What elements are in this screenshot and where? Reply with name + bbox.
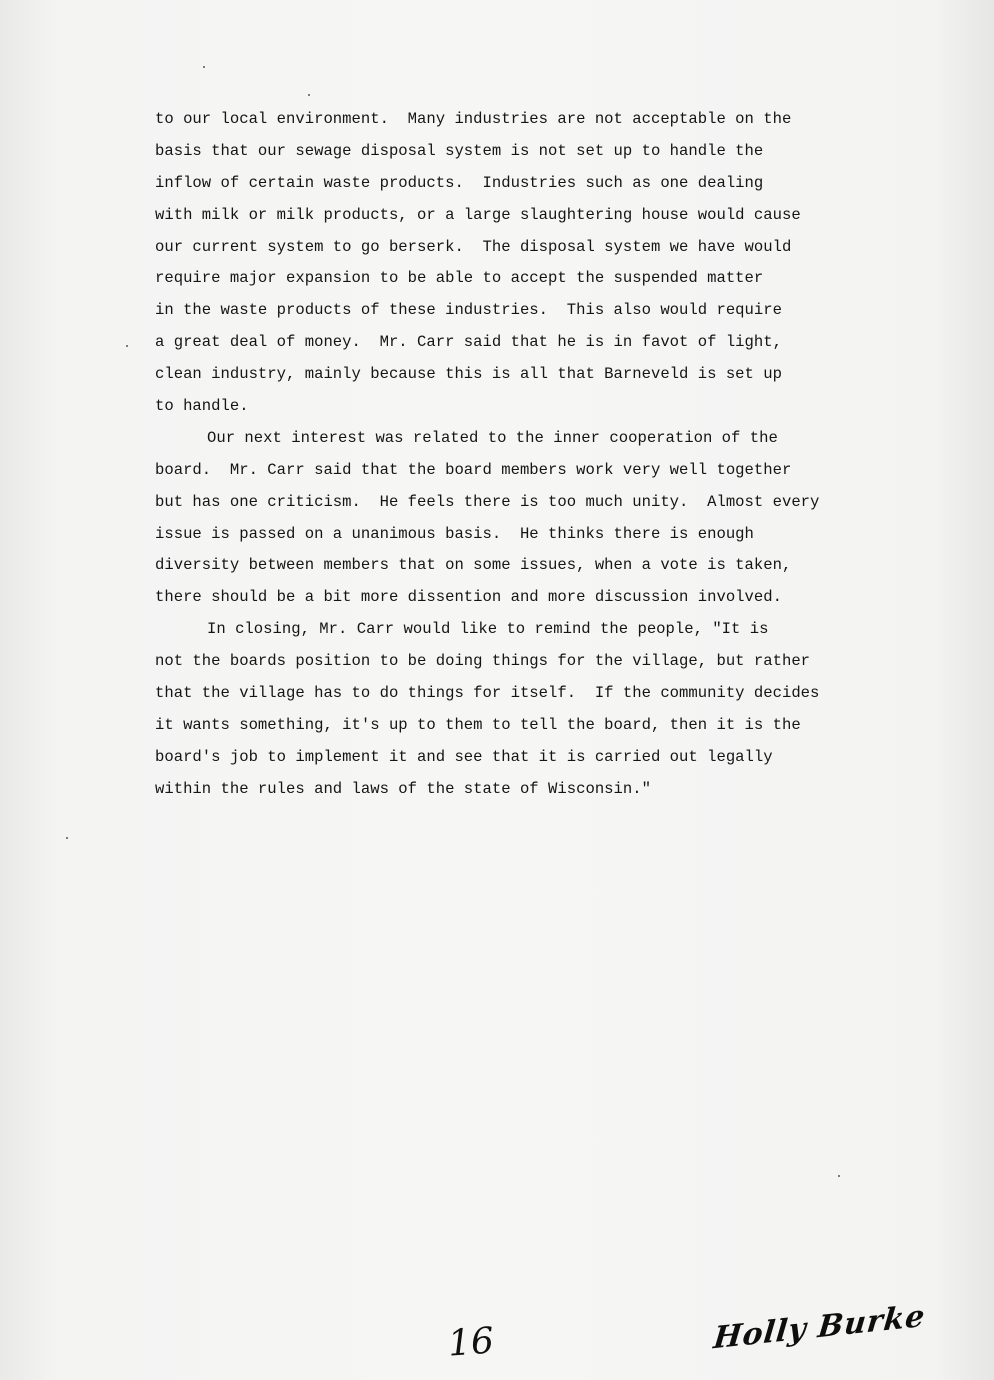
text-line: our current system to go berserk. The disposal system we have would <box>155 237 792 256</box>
text-line: board. Mr. Carr said that the board members work very well together <box>155 460 792 479</box>
text-line: In closing, Mr. Carr would like to remind the people, "It is <box>207 620 769 639</box>
text-line: board's job to implement it and see that it is carried out legally <box>155 747 773 766</box>
handwritten-signature: Holly Burke <box>711 1298 928 1357</box>
page-number: 16 <box>446 1320 496 1365</box>
paragraph <box>155 614 925 805</box>
paragraph <box>155 423 925 614</box>
text-line: require major expansion to be able to accept the suspended matter <box>155 269 764 288</box>
text-line: Our next interest was related to the inner cooperation of the <box>207 428 778 447</box>
text-line: there should be a bit more dissention and more discussion involved. <box>155 588 782 607</box>
paragraph <box>155 104 925 423</box>
text-line: a great deal of money. Mr. Carr said that he is in favot of light, <box>155 333 782 352</box>
text-line: not the boards position to be doing things for the village, but rather <box>155 652 811 671</box>
text-line: but has one criticism. He feels there is too much unity. Almost every <box>155 492 820 511</box>
text-line: basis that our sewage disposal system is not set up to handle the <box>155 141 764 160</box>
text-line: that the village has to do things for itself. If the community decides <box>155 684 820 703</box>
text-line: in the waste products of these industries. This also would require <box>155 301 782 320</box>
text-line: to our local environment. Many industries are not acceptable on the <box>155 110 792 128</box>
text-line: issue is passed on a unanimous basis. He thinks there is enough <box>155 524 754 543</box>
text-line: clean industry, mainly because this is all that Barneveld is set up <box>155 365 782 384</box>
text-line: inflow of certain waste products. Industries such as one dealing <box>155 173 764 192</box>
text-line: to handle. <box>155 397 249 416</box>
text-line: diversity between members that on some issues, when a vote is taken, <box>155 556 792 575</box>
text-line: with milk or milk products, or a large slaughtering house would cause <box>155 205 801 224</box>
text-line: it wants something, it's up to them to tell the board, then it is the <box>155 715 801 734</box>
document-body <box>155 104 925 806</box>
text-line: within the rules and laws of the state of Wisconsin." <box>155 779 651 798</box>
